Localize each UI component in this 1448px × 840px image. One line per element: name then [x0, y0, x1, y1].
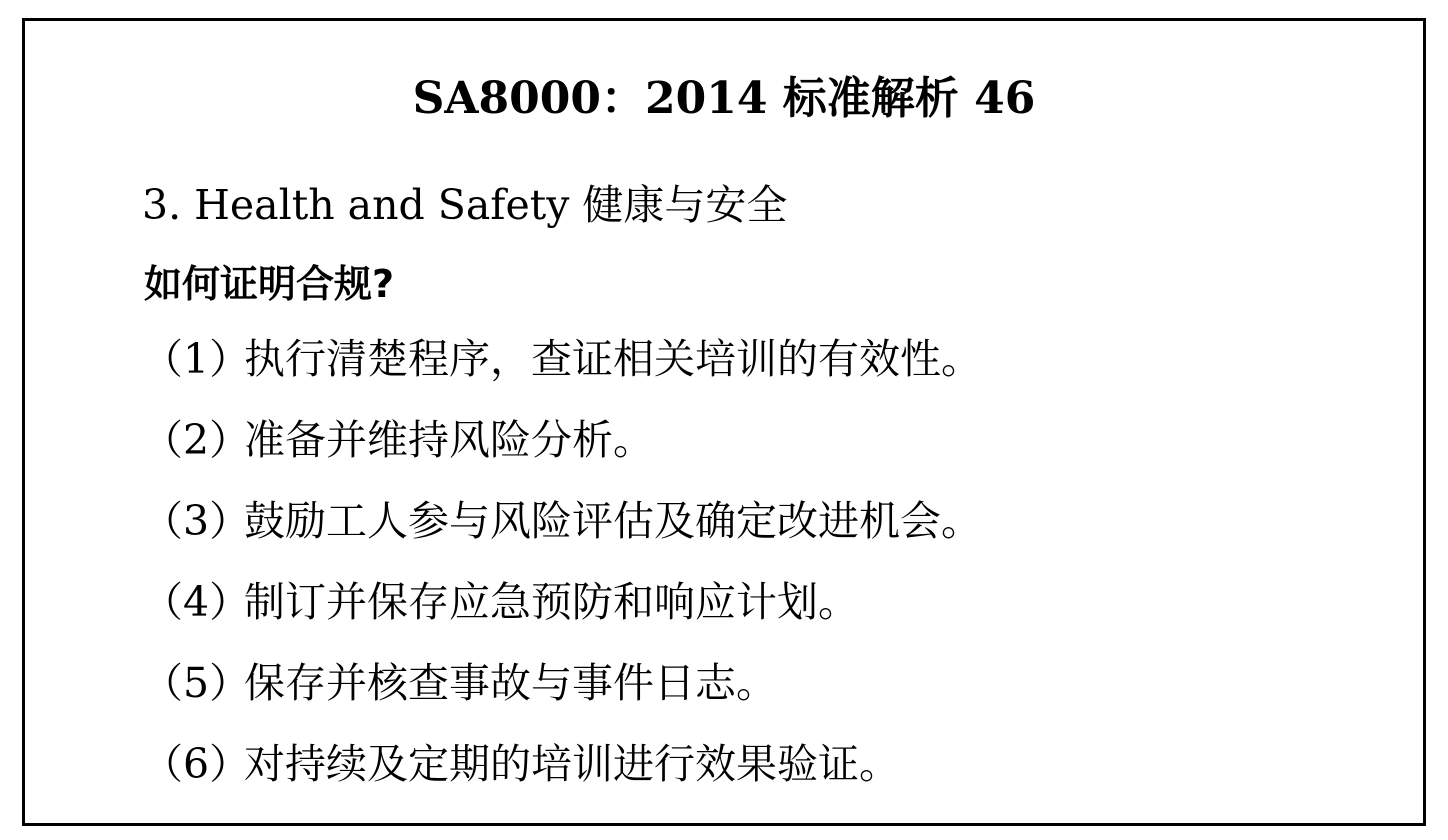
list-item — [142, 659, 982, 744]
list-item-number: （3） — [142, 497, 251, 545]
list-item — [142, 740, 982, 825]
list-item — [142, 578, 982, 663]
list-item-number: （2） — [142, 416, 251, 464]
section-heading: 3. Health and Safety 健康与安全 — [142, 181, 788, 229]
document-frame — [22, 18, 1426, 826]
list-item — [142, 416, 982, 501]
list-item-text: 准备并维持风险分析。 — [244, 416, 654, 464]
compliance-list — [142, 335, 982, 825]
list-item-text: 保存并核查事故与事件日志。 — [244, 659, 777, 707]
list-item — [142, 497, 982, 582]
list-item-text: 制订并保存应急预防和响应计划。 — [244, 578, 859, 626]
page-title: SA8000：2014 标准解析 46 — [412, 73, 1036, 124]
list-item-number: （5） — [142, 659, 251, 707]
list-item-text: 鼓励工人参与风险评估及确定改进机会。 — [244, 497, 982, 545]
list-item-number: （6） — [142, 740, 251, 788]
list-item-text: 执行清楚程序，查证相关培训的有效性。 — [244, 335, 982, 383]
list-item-text: 对持续及定期的培训进行效果验证。 — [244, 740, 900, 788]
list-item-number: （4） — [142, 578, 251, 626]
list-item-number: （1） — [142, 335, 251, 383]
question-heading: 如何证明合规? — [144, 262, 395, 306]
list-item — [142, 335, 982, 420]
